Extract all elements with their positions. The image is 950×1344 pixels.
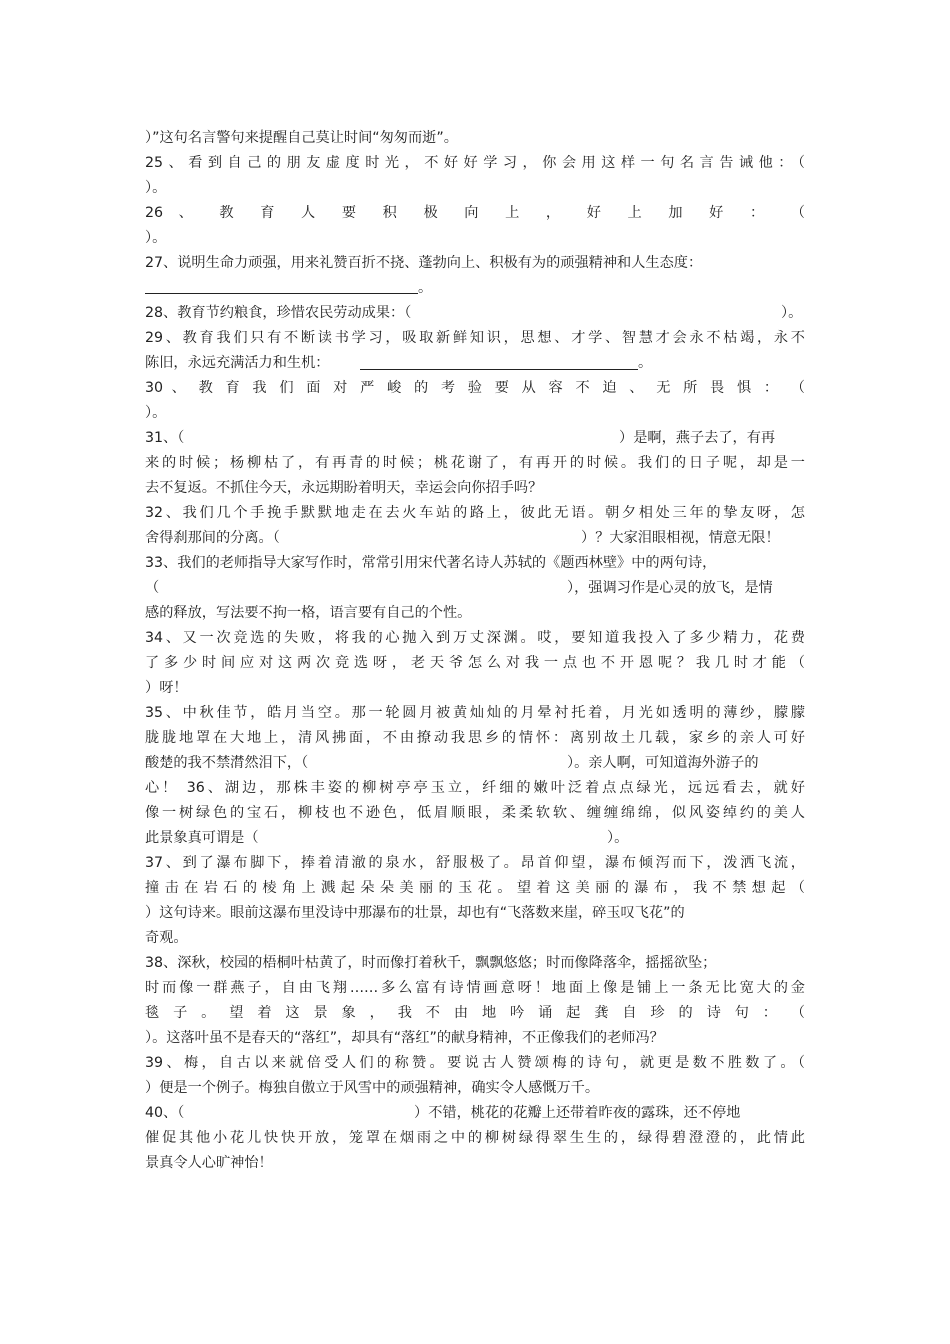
text-line: 感的释放，写法要不拘一格，语言要有自己的个性。 bbox=[145, 605, 472, 621]
text-line: ）。亲人啊，可知道海外游子的 bbox=[567, 755, 759, 771]
text-line: ）呀！ bbox=[145, 680, 188, 696]
text-line: ）。 bbox=[145, 230, 167, 246]
text-line: 去不复返。不抓住今天，永远期盼着明天，幸运会向你招手吗？ bbox=[145, 480, 543, 496]
text-line: 像一树绿色的宝石，柳枝也不逊色，低眉顺眼，柔柔软软、缠缠绵绵，似风姿绰约的美人 bbox=[145, 805, 805, 821]
question-35: 35、中秋佳节，皓月当空。那一轮圆月被黄灿灿的月晕衬托着，月光如透明的薄纱，朦朦 bbox=[145, 705, 805, 721]
question-28: 28、教育节约粮食，珍惜农民劳动成果：（ bbox=[145, 305, 412, 321]
question-30: 30 、 教 育 我 们 面 对 严 峻 的 考 验 要 从 容 不 迫 、 无 所 畏 惧 ： （ bbox=[145, 380, 805, 396]
text-line: 了多少时间应对这两次竞选呀，老天爷怎么对我一点也不开恩呢？我几时才能（ bbox=[145, 655, 805, 671]
text-line: 酸楚的我不禁潸然泪下，（ bbox=[145, 755, 309, 771]
question-26: 26 、 教 育 人 要 积 极 向 上 ， 好 上 加 好 ： （ bbox=[145, 205, 805, 221]
text-line: 时而像一群燕子，自由飞翔……多么富有诗情画意呀！地面上像是铺上一条无比宽大的金 bbox=[145, 980, 805, 996]
answer-blank[interactable] bbox=[145, 293, 418, 294]
text-line: 陈旧，永远充满活力和生机： bbox=[145, 355, 330, 371]
text-line: ）”这句名言警句来提醒自己莫让时间“匆匆而逝”。 bbox=[145, 130, 458, 146]
answer-blank[interactable] bbox=[360, 369, 638, 370]
question-38: 38、深秋，校园的梧桐叶枯黄了，时而像打着秋千，飘飘悠悠；时而像降落伞，摇摇欲坠； bbox=[145, 955, 717, 971]
text-line: ）。 bbox=[145, 180, 167, 196]
question-27: 27、说明生命力顽强，用来礼赞百折不挠、蓬勃向上、积极有为的顽强精神和人生态度： bbox=[145, 255, 703, 271]
text-line: ）不错，桃花的花瓣上还带着昨夜的露珠，还不停地 bbox=[414, 1105, 741, 1121]
text-line: ）便是一个例子。梅独自傲立于风雪中的顽强精神，确实令人感慨万千。 bbox=[145, 1080, 600, 1096]
text-line: 来的时候；杨柳枯了，有再青的时候；桃花谢了，有再开的时候。我们的日子呢，却是一 bbox=[145, 455, 805, 471]
question-34: 34、又一次竞选的失败，将我的心抛入到万丈深渊。哎，要知道我投入了多少精力，花费 bbox=[145, 630, 805, 646]
question-40: 40、（ bbox=[145, 1105, 185, 1121]
text-line: ），强调习作是心灵的放飞，是情 bbox=[567, 580, 773, 596]
text-line: （ bbox=[145, 580, 160, 596]
text-line: 景真令人心旷神怡！ bbox=[145, 1155, 273, 1171]
text-line: 。 bbox=[418, 280, 433, 296]
text-line: ）。 bbox=[145, 405, 167, 421]
text-line: 奇观。 bbox=[145, 930, 188, 946]
text-line: 撞击在岩石的棱角上溅起朵朵美丽的玉花。望着这美丽的瀑布，我不禁想起（ bbox=[145, 880, 805, 896]
text-line: 胧胧地罩在大地上，清风拂面，不由撩动我思乡的情怀：离别故土几载，家乡的亲人可好 bbox=[145, 730, 805, 746]
question-39: 39、梅，自古以来就倍受人们的称赞。要说古人赞颂梅的诗句，就更是数不胜数了。（ bbox=[145, 1055, 805, 1071]
text-line: ）这句诗来。眼前这瀑布里没诗中那瀑布的壮景，却也有“飞落数来崖，碎玉叹飞花”的 bbox=[145, 905, 685, 921]
question-25: 25、看到自己的朋友虚度时光，不好好学习，你会用这样一句名言告诫他：（ bbox=[145, 155, 805, 171]
question-29: 29、教育我们只有不断读书学习，吸取新鲜知识，思想、才学、智慧才会永不枯竭，永不 bbox=[145, 330, 805, 346]
text-line: 此景象真可谓是（ bbox=[145, 830, 259, 846]
text-line: 毯 子 。 望 着 这 景 象 ， 我 不 由 地 吟 诵 起 龚 自 珍 的 诗 句 ： （ bbox=[145, 1005, 805, 1021]
text-line: ）。 bbox=[781, 305, 803, 321]
text-line: ）？大家泪眼相视，情意无限！ bbox=[581, 530, 780, 546]
text-line: ）。这落叶虽不是春天的“落红”，却具有“落红”的献身精神，不正像我们的老师冯？ bbox=[145, 1030, 664, 1046]
text-line: 。 bbox=[638, 355, 653, 371]
text-line: 催促其他小花儿快快开放，笼罩在烟雨之中的柳树绿得翠生生的，绿得碧澄澄的，此情此 bbox=[145, 1130, 805, 1146]
text-line: ）是啊，燕子去了，有再 bbox=[619, 430, 776, 446]
question-31: 31、（ bbox=[145, 430, 185, 446]
question-32: 32、我们几个手挽手默默地走在去火车站的路上，彼此无语。朝夕相处三年的挚友呀，怎 bbox=[145, 505, 805, 521]
question-33: 33、我们的老师指导大家写作时，常常引用宋代著名诗人苏轼的《题西林壁》中的两句诗， bbox=[145, 555, 717, 571]
question-36: 心！ 36、湖边，那株丰姿的柳树亭亭玉立，纤细的嫩叶泛着点点绿光，远远看去，就好 bbox=[145, 780, 805, 796]
text-line: 舍得刹那间的分离。（ bbox=[145, 530, 280, 546]
question-37: 37、到了瀑布脚下，捧着清澈的泉水，舒服极了。昂首仰望，瀑布倾泻而下，泼洒飞流， bbox=[145, 855, 805, 871]
text-line: ）。 bbox=[607, 830, 629, 846]
